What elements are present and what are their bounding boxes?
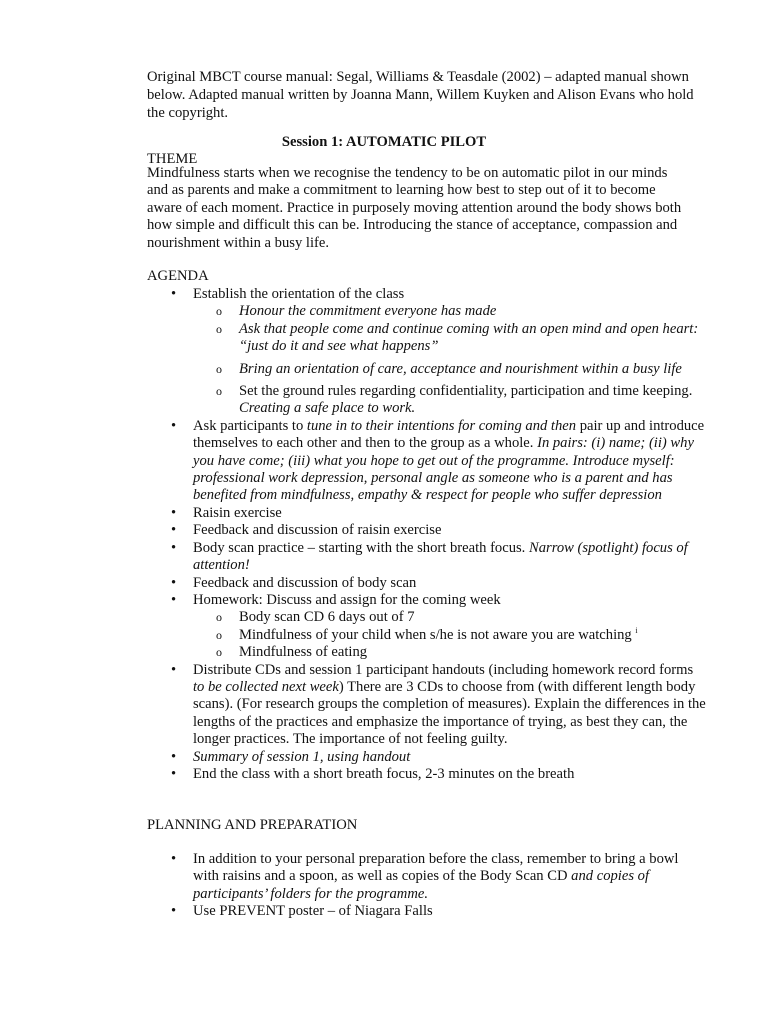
- agenda-subitem-text: Mindfulness of your child when s/he is not aware you are watching: [239, 626, 636, 643]
- bullet-icon: •: [171, 504, 177, 521]
- agenda-item-introductions: [147, 418, 707, 505]
- bullet-icon: •: [171, 748, 177, 765]
- agenda-subitem-emphasis: Creating a safe place to work.: [239, 400, 416, 417]
- planning-item-text: In addition to your personal preparation before the class, remember to bring a bowl with raisins and a spoon, as well as copies of the Body Scan CD: [193, 851, 679, 885]
- agenda-item-end-class: [147, 766, 707, 783]
- theme-heading: THEME: [147, 151, 198, 167]
- bullet-icon: •: [171, 661, 177, 678]
- agenda-item-distribute-cds: [147, 662, 707, 749]
- planning-list: [147, 851, 707, 921]
- agenda-item-text: End the class with a short breath focus, 2-3 minutes on the breath: [193, 765, 575, 782]
- agenda-item-emphasis: In pairs: (i) name; (ii) why you have come; (iii) what you hope to get out of the programme. Introduce myself: professional work depression, personal angle as someone who is a parent and has benefited from mindfulness, empathy & respect for people who suffer depression: [193, 435, 694, 504]
- planning-item-text: Use PREVENT poster – of Niagara Falls: [193, 903, 433, 920]
- agenda-item-emphasis: tune in to their intentions for coming and then: [306, 417, 577, 434]
- planning-heading: PLANNING AND PREPARATION: [147, 817, 358, 833]
- sub-bullet-icon: o: [216, 384, 222, 399]
- agenda-item-text: Feedback and discussion of raisin exercise: [193, 522, 442, 539]
- sub-bullet-icon: o: [216, 627, 222, 642]
- agenda-item-text: Raisin exercise: [193, 504, 282, 521]
- agenda-item-text: ) There are 3 CDs to choose from (with different length body scans). (For research groups the completion of measures). Explain the differences in the lengths of the practices and emphasize the importance of trying, as best they can, the longer practices. The importance of not feeling guilty.: [193, 678, 706, 748]
- agenda-subitem-text: Ask that people come and continue coming with an open mind and open heart: “just do it and see what happens”: [239, 320, 699, 355]
- bullet-icon: •: [171, 903, 177, 920]
- bullet-icon: •: [171, 522, 177, 539]
- agenda-item-emphasis: Summary of session 1, using handout: [193, 748, 411, 765]
- planning-item-materials: [147, 851, 707, 903]
- agenda-item-raisin-feedback: [147, 522, 707, 539]
- agenda-item-text: Ask participants to: [193, 417, 307, 434]
- agenda-list: [147, 286, 707, 783]
- agenda-item-text: Body scan practice – starting with the short breath focus.: [193, 539, 529, 556]
- agenda-heading: AGENDA: [147, 268, 209, 284]
- agenda-subitem-text: Mindfulness of eating: [239, 644, 368, 661]
- bullet-icon: •: [171, 417, 177, 434]
- agenda-item-body-scan-feedback: [147, 575, 707, 592]
- intro-paragraph: Original MBCT course manual: Segal, Williams & Teasdale (2002) – adapted manual shown below. Adapted manual written by Joanna Mann, Willem Kuyken and Alison Evans who hold the copyright.: [147, 69, 694, 121]
- agenda-subitem-text: Honour the commitment everyone has made: [239, 303, 497, 320]
- bullet-icon: •: [171, 539, 177, 556]
- sub-bullet-icon: o: [216, 361, 222, 376]
- bullet-icon: •: [171, 765, 177, 782]
- agenda-subitem-text: Bring an orientation of care, acceptance and nourishment within a busy life: [239, 360, 682, 377]
- bullet-icon: •: [171, 286, 177, 302]
- agenda-subitem-care: [147, 361, 707, 378]
- agenda-item-homework: [147, 592, 707, 609]
- agenda-item-text: Homework: Discuss and assign for the coming week: [193, 591, 501, 608]
- planning-item-poster: [147, 903, 707, 920]
- sub-bullet-icon: o: [216, 321, 222, 336]
- agenda-item-text: Feedback and discussion of body scan: [193, 574, 417, 591]
- theme-paragraph: Mindfulness starts when we recognise the tendency to be on automatic pilot in our minds and as parents and make a commitment to learning how best to step out of it to become aware of each moment. Practice in purposely moving attention around the body shows both how simple and difficult this can be. Introducing the stance of acceptance, compassion and nourishment within a busy life.: [147, 165, 682, 251]
- agenda-subitem-ground-rules: [147, 383, 707, 418]
- agenda-subitem-text: Body scan CD 6 days out of 7: [239, 609, 415, 626]
- agenda-item-summary: [147, 749, 707, 766]
- agenda-item-emphasis: Narrow (spotlight) focus of attention!: [193, 539, 688, 574]
- agenda-subitem-honour: [147, 303, 707, 320]
- homework-subitem-body-scan-cd: [147, 609, 707, 626]
- sub-bullet-icon: o: [216, 610, 222, 625]
- bullet-icon: •: [171, 851, 177, 867]
- sub-bullet-icon: o: [216, 645, 222, 660]
- agenda-item-text: Distribute CDs and session 1 participant handouts (including homework record forms: [193, 661, 694, 678]
- planning-item-emphasis: and copies of participants’ folders for the programme.: [193, 868, 649, 902]
- session-title: Session 1: AUTOMATIC PILOT: [281, 134, 487, 150]
- agenda-item-text: Establish the orientation of the class: [193, 286, 405, 302]
- agenda-item-body-scan: [147, 540, 707, 575]
- endnote-marker: i: [635, 625, 638, 635]
- agenda-item-emphasis: to be collected next week: [193, 678, 339, 695]
- bullet-icon: •: [171, 591, 177, 608]
- agenda-item-text: pair up and introduce themselves to each other and then to the group as a whole.: [193, 417, 705, 452]
- sub-bullet-icon: o: [216, 304, 222, 319]
- agenda-subitem-text: Set the ground rules regarding confidentiality, participation and time keeping.: [239, 383, 693, 400]
- bullet-icon: •: [171, 574, 177, 591]
- agenda-item-orientation: [147, 286, 707, 303]
- agenda-item-raisin: [147, 505, 707, 522]
- homework-subitem-child: [147, 627, 707, 644]
- homework-subitem-eating: [147, 644, 707, 661]
- agenda-subitem-open-mind: [147, 321, 707, 356]
